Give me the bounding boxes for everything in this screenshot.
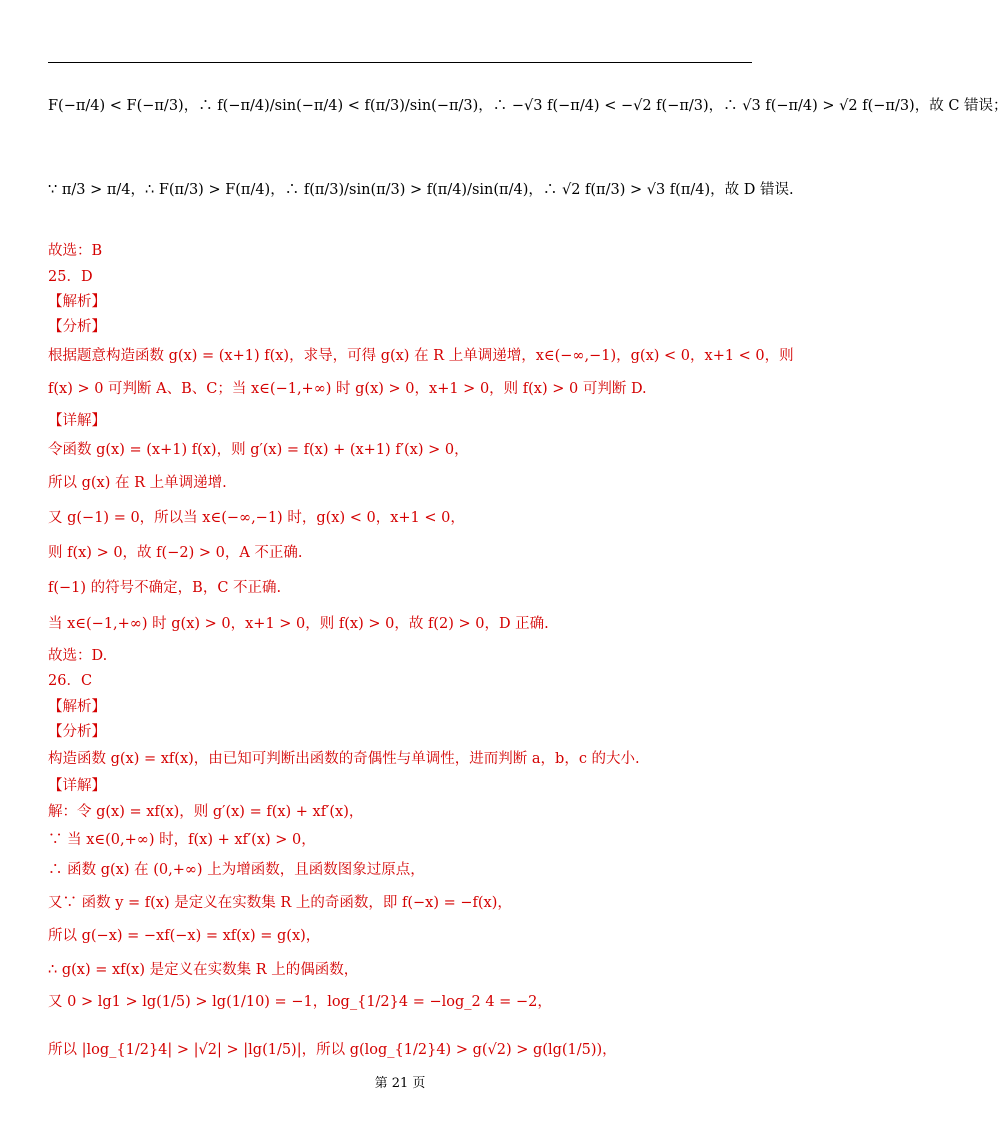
section-heading: 【解析】 [48,699,106,715]
solution-line: ∴ 函数 g(x) 在 (0,+∞) 上为增函数，且函数图象过原点， [48,862,425,878]
section-heading: 【解析】 [48,294,106,310]
section-heading: 【分析】 [48,724,106,740]
solution-line: 当 x∈(−1,+∞) 时 g(x) > 0，x+1 > 0，则 f(x) > 0，故 f(2) > 0，D 正确. [48,616,549,632]
section-heading: 【详解】 [48,778,106,794]
solution-line: 故选：D. [48,648,108,664]
solution-line: 所以 g(−x) = −xf(−x) = xf(x) = g(x)， [48,928,321,944]
problem-number: 25．D [48,269,93,285]
section-heading: 【详解】 [48,413,106,429]
solution-line: 根据题意构造函数 g(x) = (x+1) f(x)，求导，可得 g(x) 在 R 上单调递增，x∈(−∞,−1)，g(x) < 0，x+1 < 0，则 [48,348,794,364]
solution-line: 构造函数 g(x) = xf(x)，由已知可判断出函数的奇偶性与单调性，进而判断 a，b，c 的大小. [48,751,640,767]
solution-line: 又 g(−1) = 0，所以当 x∈(−∞,−1) 时，g(x) < 0，x+1 < 0， [48,510,465,526]
solution-line: 所以 g(x) 在 R 上单调递增. [48,475,227,491]
section-heading: 【分析】 [48,319,106,335]
solution-line: 则 f(x) > 0，故 f(−2) > 0，A 不正确. [48,545,303,561]
solution-line: f(−1) 的符号不确定，B，C 不正确. [48,580,282,596]
solution-line: ∴ g(x) = xf(x) 是定义在实数集 R 上的偶函数， [48,962,359,978]
solution-line: f(x) > 0 可判断 A、B、C；当 x∈(−1,+∞) 时 g(x) > 0，x+1 > 0，则 f(x) > 0 可判断 D. [48,381,647,397]
solution-line: 又∵ 函数 y = f(x) 是定义在实数集 R 上的奇函数，即 f(−x) = −f(x)， [48,895,512,911]
problem-number: 26．C [48,673,93,689]
solution-line: 令函数 g(x) = (x+1) f(x)，则 g′(x) = f(x) + (x+1) f′(x) > 0， [48,442,469,458]
solution-line: F(−π/4) < F(−π/3)，∴ f(−π/4)/sin(−π/4) < f(π/3)/sin(−π/3)，∴ −√3 f(−π/4) < −√2 f(−π/3)，∴ √3 f(−π/4) > √2 f(−π/3)，故 C 错误； [48,98,1008,114]
page-number: 第 21 页 [374,1076,426,1091]
header-rule [48,62,752,63]
solution-line: ∵ 当 x∈(0,+∞) 时，f(x) + xf′(x) > 0， [48,832,316,848]
solution-line: 故选：B [48,243,103,259]
solution-line: 解：令 g(x) = xf(x)，则 g′(x) = f(x) + xf′(x)， [48,804,364,820]
solution-line: 所以 |log_{1/2}4| > |√2| > |lg(1/5)|，所以 g(log_{1/2}4) > g(√2) > g(lg(1/5))， [48,1042,617,1058]
solution-line: 又 0 > lg1 > lg(1/5) > lg(1/10) = −1，log_{1/2}4 = −log_2 4 = −2， [48,994,552,1010]
solution-line: ∵ π/3 > π/4，∴ F(π/3) > F(π/4)，∴ f(π/3)/sin(π/3) > f(π/4)/sin(π/4)，∴ √2 f(π/3) > √3 f(π/4)，故 D 错误. [48,182,794,198]
